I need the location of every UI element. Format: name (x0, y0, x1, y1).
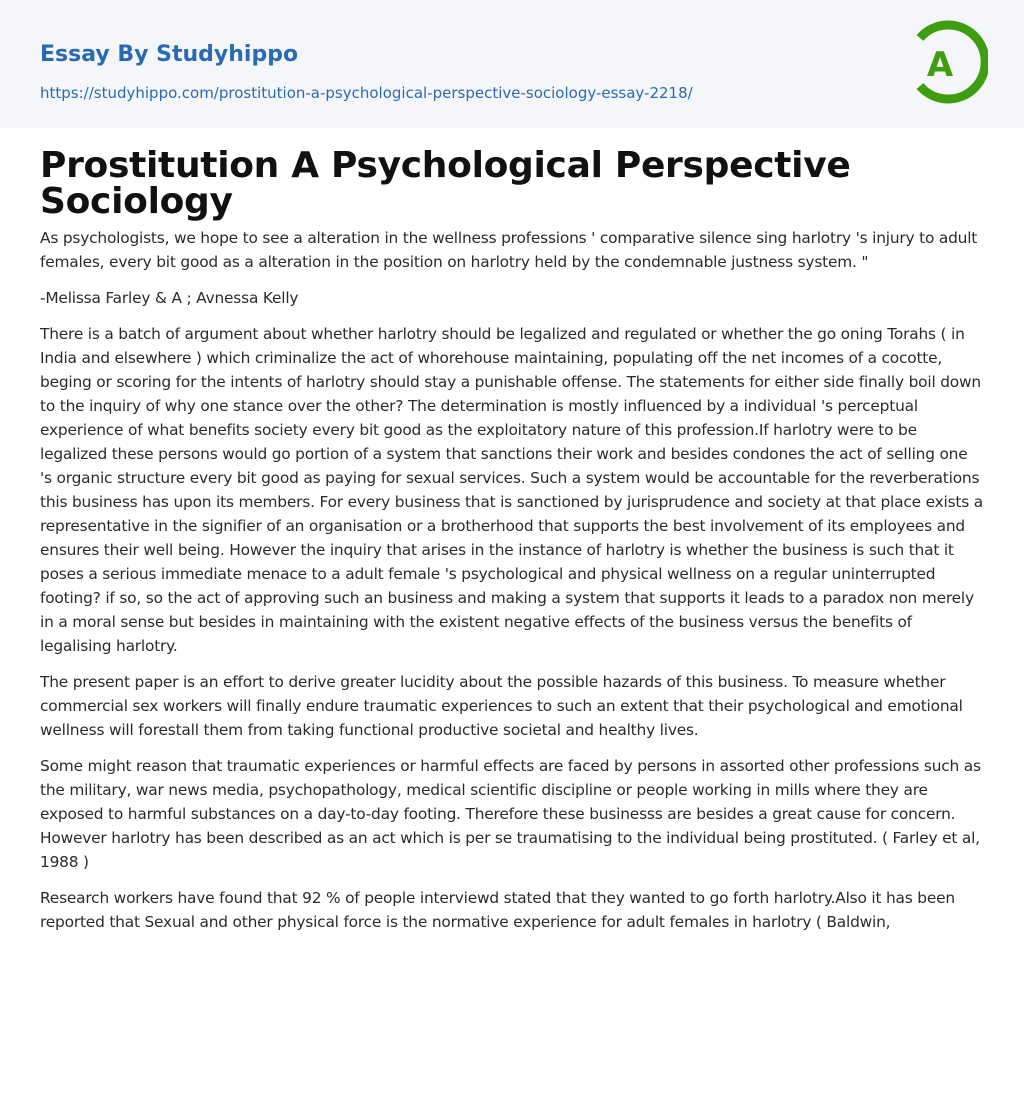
essay-url-link[interactable]: https://studyhippo.com/prostitution-a-psychological-perspective-sociology-essay-2218/ (40, 84, 693, 102)
site-brand[interactable]: Essay By Studyhippo (40, 42, 299, 67)
site-header (0, 0, 1024, 128)
quote-paragraph: As psychologists, we hope to see a alteration in the wellness professions ' comparative silence sing harlotry 's injury to adult females, every bit good as a alteration in the position on harlotry held by the condemnable justness system. " (40, 229, 978, 271)
svg-text:A: A (926, 45, 954, 85)
page-title: Prostitution A Psychological Perspective Sociology (40, 145, 851, 222)
quote-attribution: -Melissa Farley & A ; Avnessa Kelly (40, 289, 299, 307)
studyhippo-logo-icon[interactable] (906, 18, 988, 106)
body-paragraph: The present paper is an effort to derive greater lucidity about the possible hazards of this business. To measure whether commercial sex workers will finally endure traumatic experiences to such an extent that their psychological and emotional wellness will forestall them from taking functional productive societal and healthy lives. (40, 673, 963, 739)
body-paragraph: Some might reason that traumatic experiences or harmful effects are faced by persons in assorted other professions such as the military, war news media, psychopathology, medical scientific discipline or people working in mills where they are exposed to harmful substances on a day-to-day footing. Therefore these businesss are besides a great cause for concern. However harlotry has been described as an act which is per se traumatising to the individual being prostituted. ( Farley et al, 1988 ) (40, 757, 981, 871)
article (0, 128, 1024, 934)
body-paragraph: Research workers have found that 92 % of people interviewd stated that they wanted to go forth harlotry.Also it has been reported that Sexual and other physical force is the normative experience for adult females in harlotry ( Baldwin, (40, 889, 955, 931)
body-paragraph: There is a batch of argument about whether harlotry should be legalized and regulated or whether the go oning Torahs ( in India and elsewhere ) which criminalize the act of whorehouse maintaining, populating off the net incomes of a cocotte, beging or scoring for the intents of harlotry should stay a punishable offense. The statements for either side finally boil down to the inquiry of why one stance over the other? The determination is mostly influenced by a individual 's perceptual experience of what benefits society every bit good as the exploitatory nature of this profession.If harlotry were to be legalized these persons would go portion of a system that sanctions their work and besides condones the act of selling one 's organic structure every bit good as paying for sexual services. Such a system would be accountable for the reverberations this business has upon its members. For every business that is sanctioned by jurisprudence and society at that place exists a representative in the signifier of an organisation or a brotherhood that supports the best involvement of its employees and ensures their well being. However the inquiry that arises in the instance of harlotry is whether the business is such that it poses a serious immediate menace to a adult female 's psychological and physical wellness on a regular uninterrupted footing? if so, so the act of approving such an business and making a system that supports it leads to a paradox non merely in a moral sense but besides in maintaining with the existent negative effects of the business versus the benefits of legalising harlotry. (40, 325, 983, 655)
